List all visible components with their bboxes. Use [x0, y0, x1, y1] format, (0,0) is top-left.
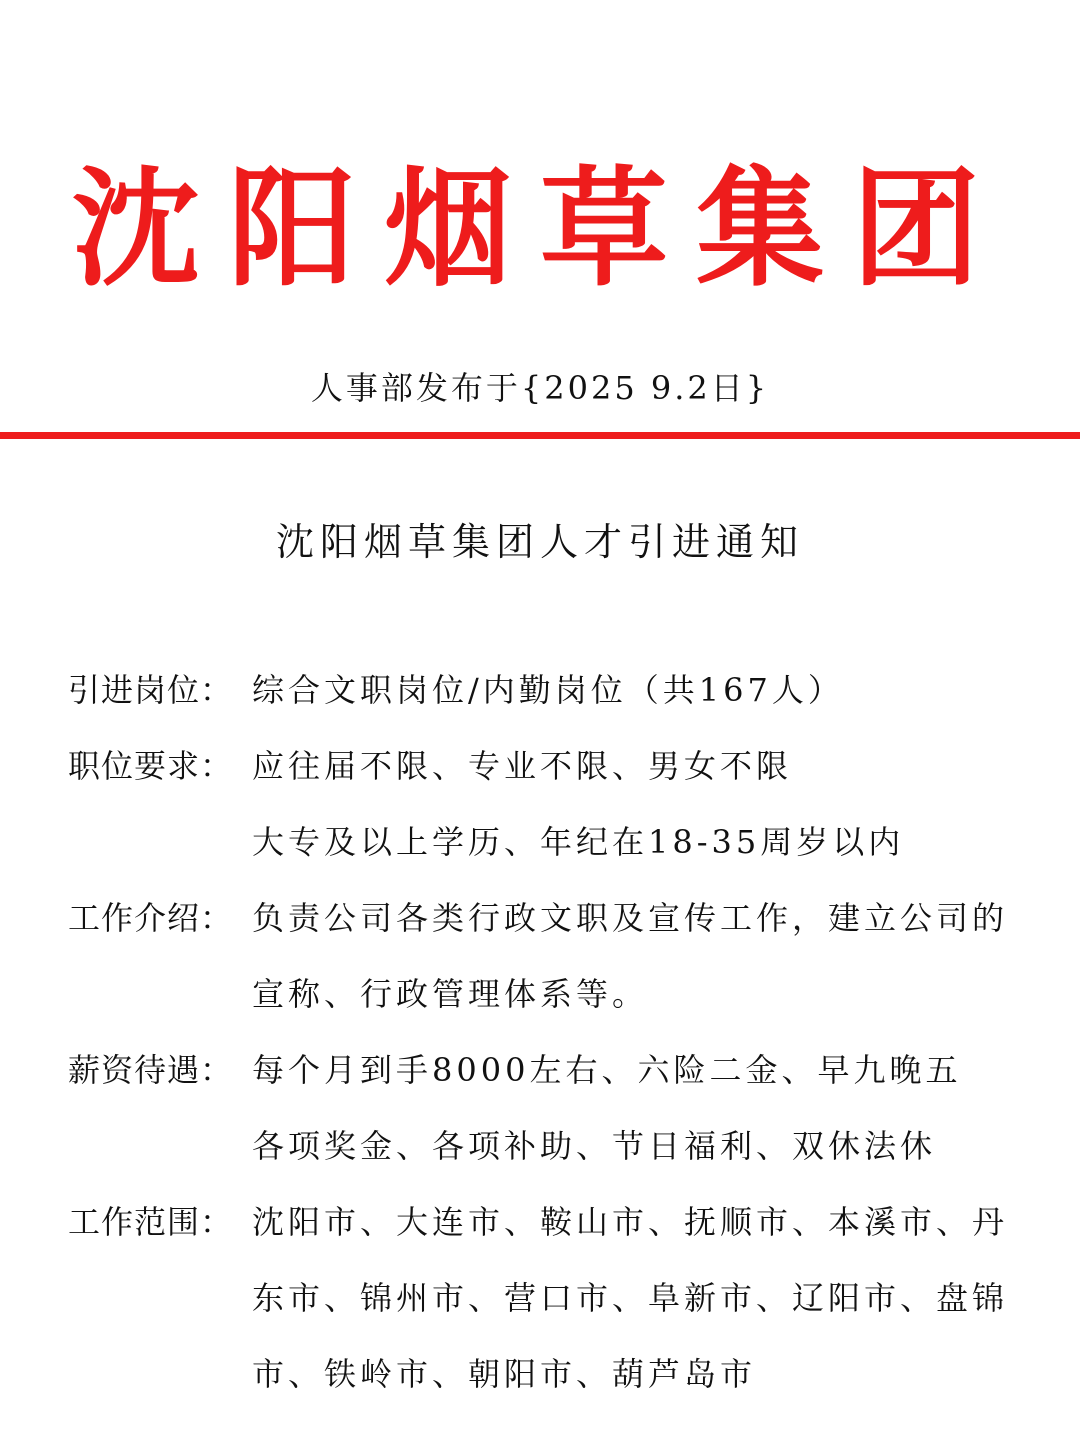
field-value-line: 市、铁岭市、朝阳市、葫芦岛市 [252, 1355, 757, 1393]
field-work-locations [68, 1184, 1028, 1412]
field-value-line: 负责公司各类行政文职及宣传工作，建立公司的 [252, 899, 1009, 937]
masthead-org-name: 沈阳烟草集团 [71, 155, 1008, 304]
field-value [252, 652, 1028, 728]
field-value-line: 应往届不限、专业不限、男女不限 [252, 747, 793, 785]
field-label: 工作范围： [68, 1203, 234, 1241]
field-job-description [68, 880, 1028, 1032]
field-value-line: 东市、锦州市、营口市、阜新市、辽阳市、盘锦 [252, 1279, 1009, 1317]
field-label: 职位要求： [68, 747, 234, 785]
issuer-line: 人事部发布于{2025 9.2日} [310, 369, 770, 407]
field-value [252, 880, 1028, 1032]
field-value [252, 1032, 1028, 1184]
field-value [252, 1184, 1028, 1412]
notice-title: 沈阳烟草集团人才引进通知 [275, 520, 804, 564]
notice-fields [68, 652, 1028, 1412]
field-value-line: 各项奖金、各项补助、节日福利、双休法休 [252, 1127, 937, 1165]
field-compensation [68, 1032, 1028, 1184]
field-value-line: 宣称、行政管理体系等。 [252, 975, 649, 1013]
field-label: 引进岗位： [68, 671, 234, 709]
field-value-line: 沈阳市、大连市、鞍山市、抚顺市、本溪市、丹 [252, 1203, 1009, 1241]
field-positions [68, 652, 1028, 728]
field-value-line: 综合文职岗位/内勤岗位（共167人） [252, 671, 844, 709]
red-divider-rule [0, 432, 1080, 439]
field-label: 工作介绍： [68, 899, 234, 937]
field-requirements [68, 728, 1028, 880]
field-value-line: 每个月到手8000左右、六险二金、早九晚五 [252, 1051, 962, 1089]
field-value-line: 大专及以上学历、年纪在18-35周岁以内 [252, 823, 905, 861]
field-label: 薪资待遇： [68, 1051, 234, 1089]
field-value [252, 728, 1028, 880]
